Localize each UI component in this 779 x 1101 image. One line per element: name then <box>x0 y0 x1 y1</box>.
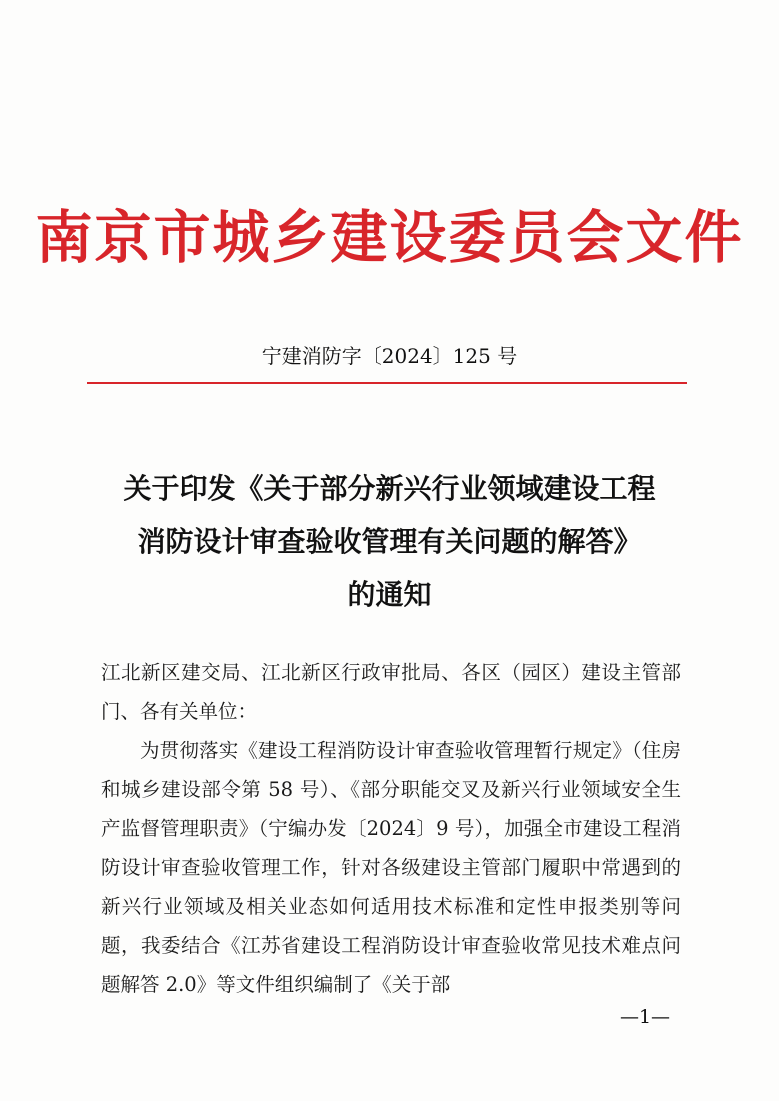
addressee-paragraph: 江北新区建交局、江北新区行政审批局、各区（园区）建设主管部门、各有关单位： <box>101 661 681 723</box>
page-number: —1— <box>619 1006 671 1028</box>
notice-title-line-1: 关于印发《关于部分新兴行业领域建设工程 <box>123 472 656 505</box>
notice-title <box>0 462 779 621</box>
issuing-authority-header: 南京市城乡建设委员会文件 <box>35 204 744 271</box>
red-separator-line <box>87 382 687 384</box>
document-number: 宁建消防字〔2024〕125 号 <box>261 344 518 368</box>
body-paragraph-1: 为贯彻落实《建设工程消防设计审查验收管理暂行规定》（住房和城乡建设部令第 58 号）、《部分职能交叉及新兴行业领域安全生产监督管理职责》（宁编办发〔2024〕9 号），加强全市建设工程消防设计审查验收管理工作，针对各级建设主管部门履职中常遇到的新兴行业领域及相关业态如何适用技术标准和定性申报类别等问题，我委结合《江苏省建设工程消防设计审查验收常见技术难点问题解答 2.0》等文件组织编制了《关于部 <box>101 739 681 996</box>
notice-title-line-2: 消防设计审查验收管理有关问题的解答》 <box>137 525 642 558</box>
document-body <box>101 653 681 1004</box>
notice-title-line-3: 的通知 <box>347 578 432 611</box>
